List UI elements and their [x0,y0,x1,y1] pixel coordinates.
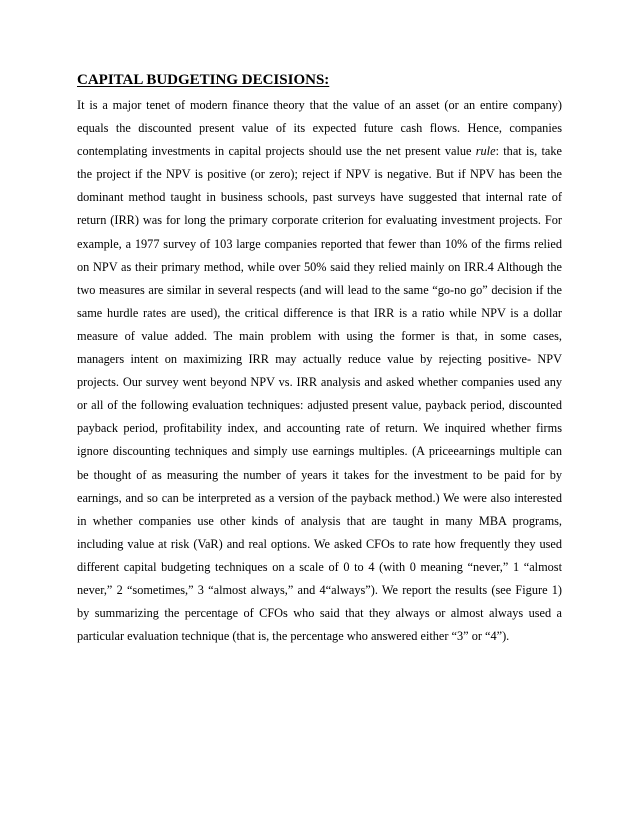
paragraph-line: same hurdle rates are used), the critical difference is that IRR is a ratio while NPV is a dollar [77,305,562,320]
paragraph-line: example, a 1977 survey of 103 large companies reported that fewer than 10% of the firms relied [77,236,562,251]
paragraph-line: in whether companies use other kinds of analysis that are taught in many MBA programs, [77,513,562,528]
paragraph-line: ignore discounting techniques and simply use earnings multiples. (A priceearnings multiple can [77,444,562,459]
paragraph-line: never,” 2 “sometimes,” 3 “almost always,” and 4“always”). We report the results (see Figure 1) [77,582,562,597]
paragraph-line: payback period, profitability index, and accounting rate of return. We inquired whether firms [77,421,562,436]
paragraph-line: the project if the NPV is positive (or zero); reject if NPV is negative. But if NPV has been the [77,167,562,182]
paragraph-line: projects. Our survey went beyond NPV vs. IRR analysis and asked whether companies used any [77,375,562,390]
paragraph-line: or all of the following evaluation techniques: adjusted present value, payback period, discounted [77,398,562,413]
paragraph-line: different capital budgeting techniques on a scale of 0 to 4 (with 0 meaning “never,” 1 “almost [77,559,562,574]
paragraph-line: return (IRR) was for long the primary corporate criterion for evaluating investment projects. For [77,213,562,228]
paragraph-line: on NPV as their primary method, while over 50% said they relied mainly on IRR.4 Although the [77,259,562,274]
paragraph-line: managers intent on maximizing IRR may actually reduce value by rejecting positive- NPV [77,352,562,367]
section-heading: CAPITAL BUDGETING DECISIONS: [77,72,330,88]
body-paragraph [77,96,562,650]
paragraph-line: particular evaluation technique (that is, the percentage who answered either “3” or “4”). [77,629,510,644]
paragraph-line: dominant method taught in business schools, past surveys have suggested that internal rate of [77,190,562,205]
paragraph-line: contemplating investments in capital projects should use the net present value rule: that is, take [77,144,562,159]
paragraph-line: earnings, and so can be interpreted as a version of the payback method.) We were also interested [77,490,562,505]
paragraph-line: including value at risk (VaR) and real options. We asked CFOs to rate how frequently they used [77,536,562,551]
paragraph-line: measure of value added. The main problem with using the former is that, in some cases, [77,328,562,343]
paragraph-line: equals the discounted present value of its expected future cash flows. Hence, companies [77,121,562,136]
paragraph-line: It is a major tenet of modern finance theory that the value of an asset (or an entire company) [77,98,562,112]
paragraph-line: by summarizing the percentage of CFOs who said that they always or almost always used a [77,606,562,621]
paragraph-line: be thought of as measuring the number of years it takes for the investment to be paid for by [77,467,562,482]
paragraph-line: two measures are similar in several respects (and will lead to the same “go-no go” decision if the [77,282,562,297]
